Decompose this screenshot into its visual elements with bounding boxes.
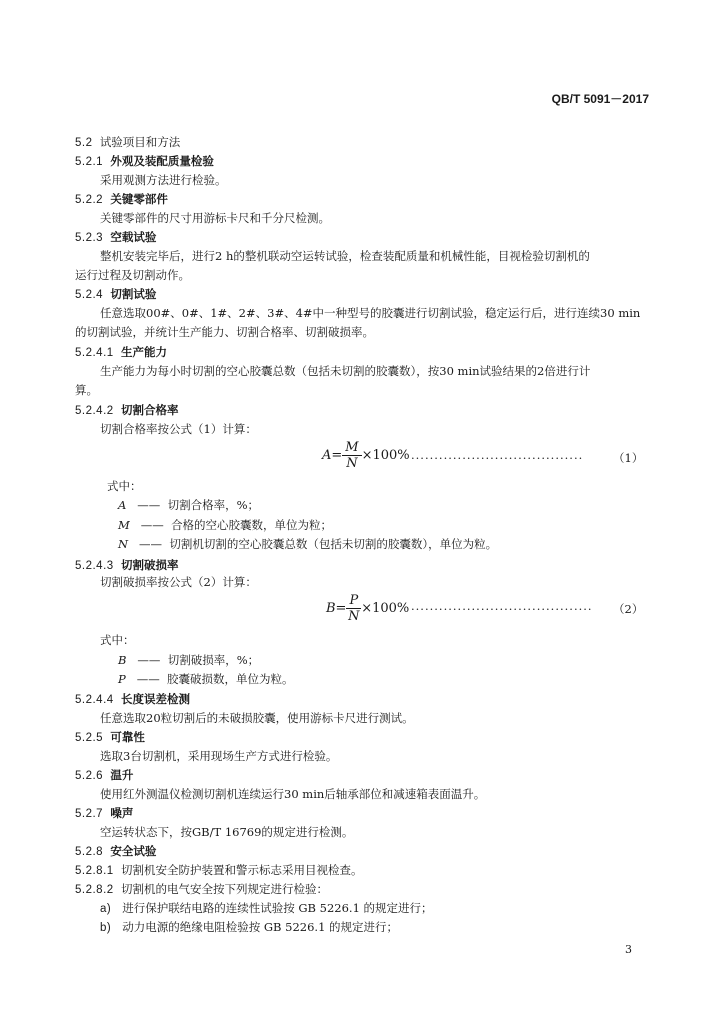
paragraph-line: 的切割试验，并统计生产能力、切割合格率、切割破损率。 xyxy=(75,325,374,339)
formula-numerator: P xyxy=(346,593,361,609)
section-title: 可靠性 xyxy=(110,730,145,744)
list-item xyxy=(100,918,398,937)
paragraph-line: 运行过程及切割动作。 xyxy=(75,268,190,282)
formula-denominator: N xyxy=(346,456,358,471)
section-heading xyxy=(75,690,190,709)
paragraph-line: 任意选取00#、0#、1#、2#、3#、4#中一种型号的胶囊进行切割试验，稳定运行后，进行连续30 min xyxy=(100,306,641,320)
clause-line xyxy=(75,861,362,880)
section-title: 温升 xyxy=(110,768,134,782)
paragraph-line: 切割合格率按公式（1）计算： xyxy=(100,422,257,436)
section-title: 切割试验 xyxy=(110,287,157,301)
section-heading xyxy=(75,190,168,209)
section-heading xyxy=(75,804,133,823)
section-number: 5.2.4 xyxy=(75,289,104,301)
formula-fraction xyxy=(342,440,361,471)
formula-2 xyxy=(326,593,409,624)
variable-meaning: 合格的空心胶囊数，单位为粒； xyxy=(171,518,333,532)
section-number: 5.2.4.1 xyxy=(75,347,114,359)
where-label: 式中： xyxy=(100,633,135,647)
section-title: 长度误差检测 xyxy=(120,692,190,706)
paragraph-line: 算。 xyxy=(75,383,98,397)
variable-meaning: 切割破损率，%； xyxy=(167,653,260,667)
list-item-text: 动力电源的绝缘电阻检验按 GB 5226.1 的规定进行； xyxy=(122,920,399,934)
paragraph-line: 选取3台切割机，采用现场生产方式进行检验。 xyxy=(100,749,338,763)
section-title: 安全试验 xyxy=(110,844,157,858)
variable-meaning: 切割机切割的空心胶囊总数（包括未切割的胶囊数），单位为粒。 xyxy=(169,537,498,551)
variable-symbol: M xyxy=(118,518,130,532)
variable-dash: —— xyxy=(136,672,160,686)
section-number: 5.2.4.3 xyxy=(75,560,114,572)
paragraph-line: 采用观测方法进行检验。 xyxy=(100,173,227,187)
paragraph-line: 切割破损率按公式（2）计算： xyxy=(100,575,257,589)
section-number: 5.2.4.2 xyxy=(75,405,114,417)
variable-definition xyxy=(118,496,259,514)
paragraph-line: 整机安装完毕后，进行2 h的整机联动空运转试验，检查装配质量和机械性能，目视检验切割机的 xyxy=(100,249,590,263)
variable-definition xyxy=(118,651,259,669)
section-number: 5.2.2 xyxy=(75,194,104,206)
section-title: 关键零部件 xyxy=(110,192,168,206)
variable-symbol: B xyxy=(118,653,127,667)
section-heading xyxy=(75,766,133,785)
section-number: 5.2.5 xyxy=(75,732,104,744)
section-number: 5.2.1 xyxy=(75,156,104,168)
formula-denominator: N xyxy=(348,609,360,624)
variable-symbol: A xyxy=(118,498,127,512)
formula-rhs: ×100% xyxy=(361,601,410,616)
section-title: 试验项目和方法 xyxy=(99,135,181,149)
paragraph-line: 空运转状态下，按GB/T 16769的规定进行检测。 xyxy=(100,825,354,839)
variable-dash: —— xyxy=(139,537,163,551)
formula-number: （2） xyxy=(613,602,644,616)
section-title: 空载试验 xyxy=(110,230,157,244)
formula-number: （1） xyxy=(613,451,644,465)
section-number: 5.2.6 xyxy=(75,770,104,782)
paragraph-line: 关键零部件的尺寸用游标卡尺和千分尺检测。 xyxy=(100,211,330,225)
variable-dash: —— xyxy=(137,653,161,667)
section-heading xyxy=(75,152,214,171)
clause-line xyxy=(75,880,328,899)
section-heading xyxy=(75,842,156,861)
formula-lhs: A= xyxy=(322,448,343,463)
variable-definition xyxy=(118,516,332,534)
variable-definition xyxy=(118,535,497,553)
formula-rhs: ×100% xyxy=(361,448,410,463)
section-title: 噪声 xyxy=(110,806,134,820)
section-number: 5.2 xyxy=(75,137,93,149)
variable-meaning: 切割合格率，%； xyxy=(167,498,260,512)
section-number: 5.2.7 xyxy=(75,808,104,820)
section-number: 5.2.3 xyxy=(75,232,104,244)
formula-numerator: M xyxy=(342,440,361,456)
section-heading xyxy=(75,343,167,362)
variable-symbol: N xyxy=(118,537,129,551)
variable-meaning: 胶囊破损数，单位为粒。 xyxy=(167,672,294,686)
section-heading xyxy=(75,728,145,747)
clause-text: 切割机安全防护装置和警示标志采用目视检查。 xyxy=(120,863,363,877)
formula-1 xyxy=(322,440,410,471)
list-item-text: 进行保护联结电路的连续性试验按 GB 5226.1 的规定进行； xyxy=(122,901,433,915)
variable-definition xyxy=(118,670,294,688)
section-number: 5.2.8.1 xyxy=(75,865,114,877)
section-title: 切割合格率 xyxy=(120,403,179,417)
formula-fraction xyxy=(346,593,361,624)
section-heading xyxy=(75,401,178,420)
section-heading xyxy=(75,228,156,247)
section-title: 外观及装配质量检验 xyxy=(110,154,214,168)
variable-symbol: P xyxy=(118,672,126,686)
section-number: 5.2.8.2 xyxy=(75,884,114,896)
variable-dash: —— xyxy=(140,518,164,532)
section-title: 生产能力 xyxy=(120,345,167,359)
formula-leader-dots: ····································· xyxy=(411,451,584,465)
list-marker: a) xyxy=(100,903,112,915)
section-heading xyxy=(75,285,156,304)
list-item xyxy=(100,899,433,918)
section-number: 5.2.8 xyxy=(75,846,104,858)
variable-dash: —— xyxy=(137,498,161,512)
list-marker: b) xyxy=(100,922,112,934)
section-heading xyxy=(75,133,180,152)
where-label: 式中： xyxy=(107,479,142,493)
formula-leader-dots: ······································· xyxy=(411,602,593,616)
paragraph-line: 生产能力为每小时切割的空心胶囊总数（包括未切割的胶囊数），按30 min试验结果的2倍进行计 xyxy=(100,364,591,378)
page-number: 3 xyxy=(625,943,632,956)
clause-text: 切割机的电气安全按下列规定进行检验： xyxy=(120,882,328,896)
paragraph-line: 使用红外测温仪检测切割机连续运行30 min后轴承部位和减速箱表面温升。 xyxy=(100,787,486,801)
paragraph-line: 任意选取20粒切割后的未破损胶囊，使用游标卡尺进行测试。 xyxy=(100,711,414,725)
formula-lhs: B= xyxy=(326,601,347,616)
section-title: 切割破损率 xyxy=(120,558,179,572)
standard-code: QB/T 5091－2017 xyxy=(551,92,649,106)
section-number: 5.2.4.4 xyxy=(75,694,114,706)
